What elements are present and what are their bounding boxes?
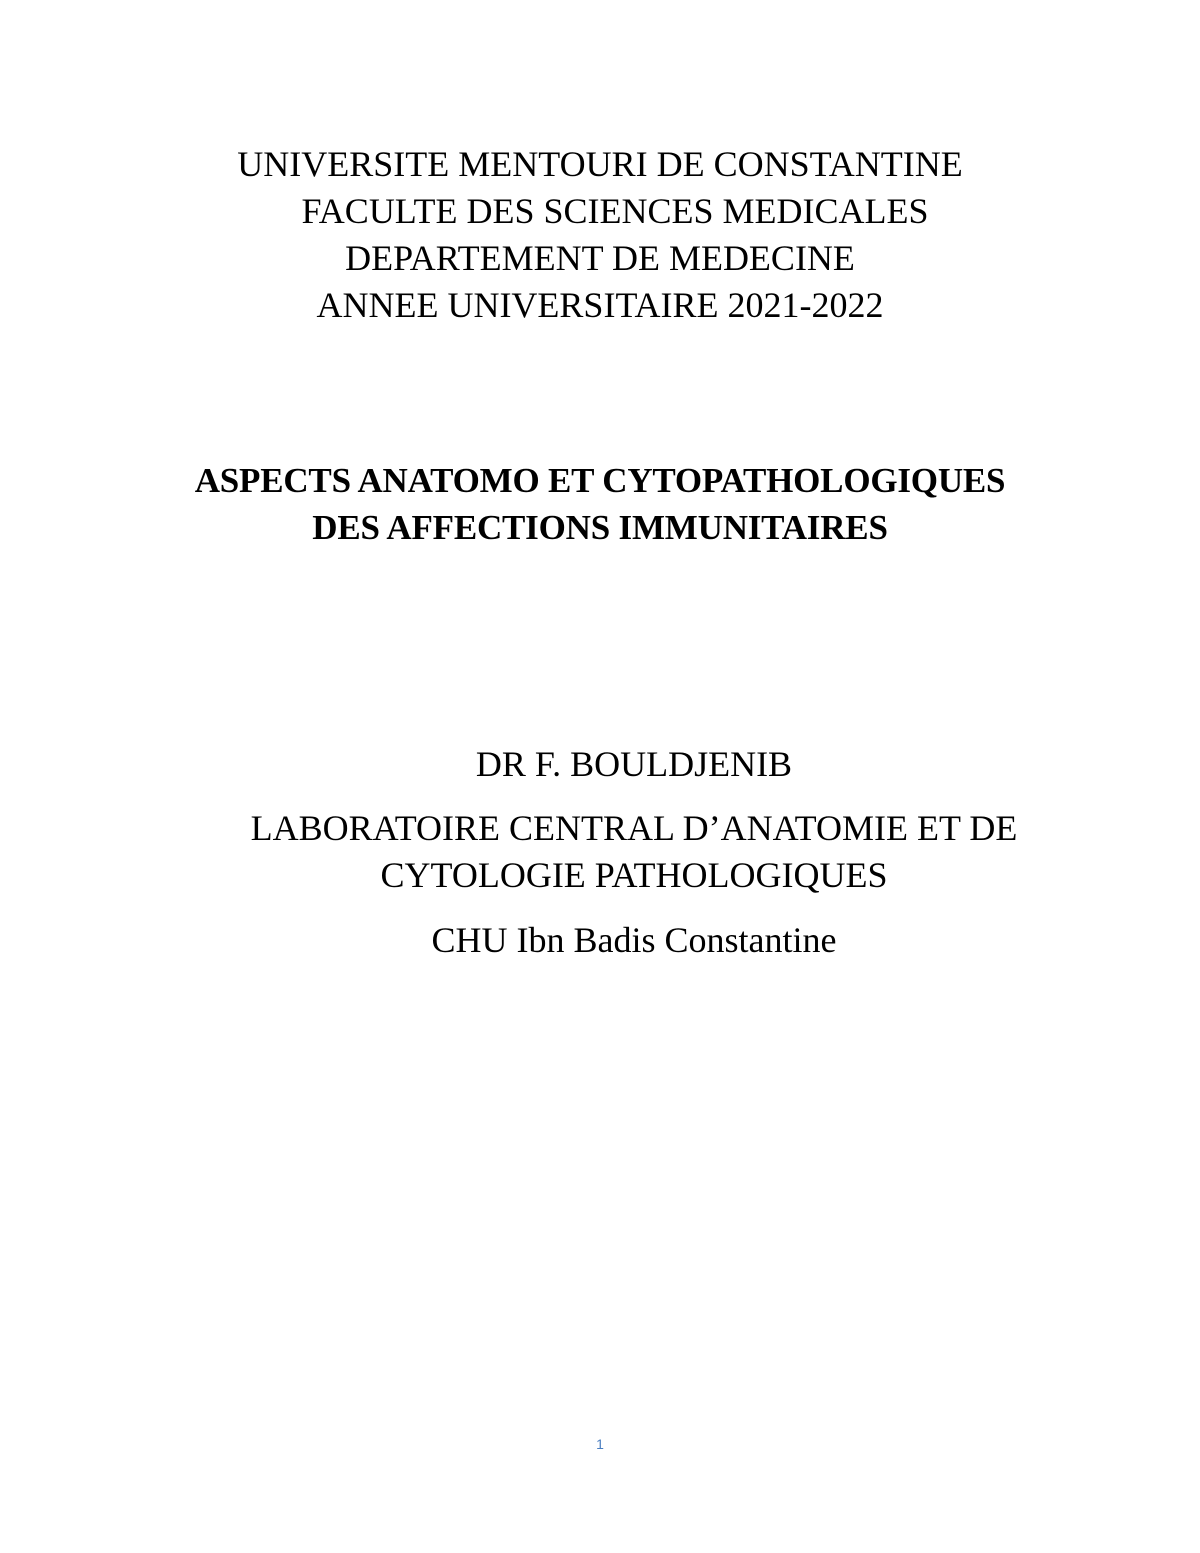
faculty-name: FACULTE DES SCIENCES MEDICALES	[301, 191, 929, 231]
document-title-line1: ASPECTS ANATOMO ET CYTOPATHOLOGIQUES	[194, 461, 1006, 500]
university-name: UNIVERSITE MENTOURI DE CONSTANTINE	[237, 144, 963, 184]
academic-year: ANNEE UNIVERSITAIRE 2021-2022	[316, 285, 884, 325]
laboratory-name-line1: LABORATOIRE CENTRAL D’ANATOMIE ET DE	[250, 808, 1018, 848]
laboratory-name-line2: CYTOLOGIE PATHOLOGIQUES	[380, 855, 888, 895]
department-name: DEPARTEMENT DE MEDECINE	[345, 238, 855, 278]
page-number: 1	[596, 1436, 604, 1452]
document-title-line2: DES AFFECTIONS IMMUNITAIRES	[312, 508, 888, 547]
hospital-name: CHU Ibn Badis Constantine	[431, 920, 837, 960]
author-name: DR F. BOULDJENIB	[475, 744, 793, 784]
